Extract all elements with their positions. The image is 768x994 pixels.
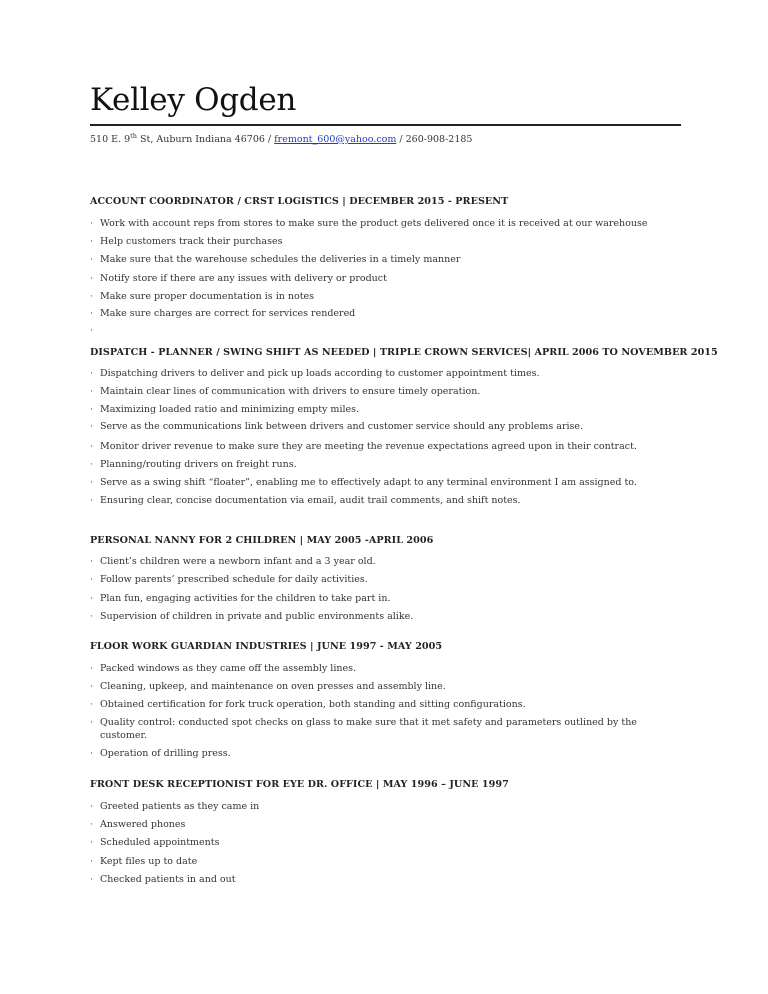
bullet-icon: · [90, 611, 94, 622]
bullet-icon: · [90, 801, 94, 812]
list-item-text: Client’s children were a newborn infant and a 3 year old. [100, 556, 376, 567]
list-item-text: Obtained certification for fork truck operation, both standing and sitting configurations. [100, 699, 526, 710]
bullet-icon: · [90, 874, 94, 885]
address-start: 510 E. 9 [90, 134, 131, 145]
bullet-icon: · [90, 386, 94, 397]
experience-section [90, 196, 682, 208]
bullet-icon: · [90, 254, 94, 265]
bullet-icon: · [90, 681, 94, 692]
bullet-icon: · [90, 236, 94, 247]
bullet-icon: · [90, 273, 94, 284]
list-item-text: Quality control: conducted spot checks on glass to make sure that it met safety and parameters outlined by the customer. [100, 717, 637, 741]
bullet-icon: · [90, 856, 94, 867]
bullet-icon: · [90, 593, 94, 604]
list-item-text: Monitor driver revenue to make sure they are meeting the revenue expectations agreed upon in their contract. [100, 441, 637, 452]
list-item-text: Plan fun, engaging activities for the children to take part in. [100, 593, 391, 604]
list-item-text: Greeted patients as they came in [100, 801, 260, 812]
bullet-icon: · [90, 495, 94, 506]
list-item-text: Maximizing loaded ratio and minimizing empty miles. [100, 404, 360, 415]
list-item-text: Ensuring clear, concise documentation via email, audit trail comments, and shift notes. [100, 495, 521, 506]
section-title: ACCOUNT COORDINATOR / CRST LOGISTICS | DECEMBER 2015 - PRESENT [90, 196, 509, 207]
list-item-text: Maintain clear lines of communication with drivers to ensure timely operation. [100, 386, 481, 397]
experience-section [90, 535, 682, 547]
list-item-text: Answered phones [100, 819, 186, 830]
bullet-icon: · [90, 556, 94, 567]
header-divider [90, 124, 681, 126]
bullet-icon: · [90, 477, 94, 488]
list-item-text: Help customers track their purchases [100, 236, 283, 247]
bullet-icon: · [90, 441, 94, 452]
bullet-icon: · [90, 421, 94, 432]
section-title: FRONT DESK RECEPTIONIST FOR EYE DR. OFFICE | MAY 1996 – JUNE 1997 [90, 779, 509, 790]
list-item-text: Dispatching drivers to deliver and pick up loads according to customer appointment times. [100, 368, 540, 379]
list-item-text: Follow parents’ prescribed schedule for daily activities. [100, 574, 368, 585]
list-item-text: Make sure that the warehouse schedules the deliveries in a timely manner [100, 254, 461, 265]
address-rest: St, Auburn Indiana 46706 / [136, 134, 275, 145]
bullet-icon: · [90, 325, 94, 336]
section-title: FLOOR WORK GUARDIAN INDUSTRIES | JUNE 1997 - MAY 2005 [90, 641, 443, 652]
section-title: DISPATCH - PLANNER / SWING SHIFT AS NEEDED | TRIPLE CROWN SERVICES| APRIL 2006 TO NOVEMBER 2015 [90, 347, 718, 358]
list-item-text: Supervision of children in private and public environments alike. [100, 611, 414, 622]
list-item-text: Operation of drilling press. [100, 748, 231, 759]
address-suffix: th [130, 132, 137, 140]
candidate-name: Kelley Ogden [90, 82, 297, 118]
bullet-icon: · [90, 218, 94, 229]
list-item-text: Make sure proper documentation is in notes [100, 291, 315, 302]
bullet-icon: · [90, 368, 94, 379]
bullet-icon: · [90, 308, 94, 319]
bullet-icon: · [90, 837, 94, 848]
list-item-text: Packed windows as they came off the assembly lines. [100, 663, 357, 674]
contact-line [90, 133, 472, 147]
list-item-text: Notify store if there are any issues with delivery or product [100, 273, 387, 284]
experience-section [90, 347, 718, 359]
bullet-icon: · [90, 819, 94, 830]
phone-number: / 260-908-2185 [396, 134, 473, 145]
bullet-icon: · [90, 574, 94, 585]
list-item-text: Serve as the communications link between drivers and customer service should any problems arise. [100, 421, 584, 432]
resume-page [90, 0, 718, 994]
bullet-icon: · [90, 291, 94, 302]
bullet-icon: · [90, 699, 94, 710]
bullet-icon: · [90, 459, 94, 470]
list-item-text: Serve as a swing shift “floater”, enabling me to effectively adapt to any terminal environment I am assigned to. [100, 477, 637, 488]
section-title: PERSONAL NANNY FOR 2 CHILDREN | MAY 2005 -APRIL 2006 [90, 535, 434, 546]
list-item-text: Cleaning, upkeep, and maintenance on oven presses and assembly line. [100, 681, 446, 692]
bullet-icon: · [90, 748, 94, 759]
list-item-text: Scheduled appointments [100, 837, 220, 848]
bullet-icon: · [90, 663, 94, 674]
list-item-text: Make sure charges are correct for services rendered [100, 308, 356, 319]
bullet-icon: · [90, 404, 94, 415]
email-link[interactable]: fremont_600@yahoo.com [274, 134, 397, 145]
experience-section [90, 779, 682, 791]
list-item-text: Checked patients in and out [100, 874, 236, 885]
experience-section [90, 641, 682, 653]
list-item-text: Work with account reps from stores to make sure the product gets delivered once it is received at our warehouse [100, 218, 648, 229]
list-item-text: Planning/routing drivers on freight runs. [100, 459, 297, 470]
list-item-text: Kept files up to date [100, 856, 198, 867]
bullet-icon: · [90, 717, 94, 728]
